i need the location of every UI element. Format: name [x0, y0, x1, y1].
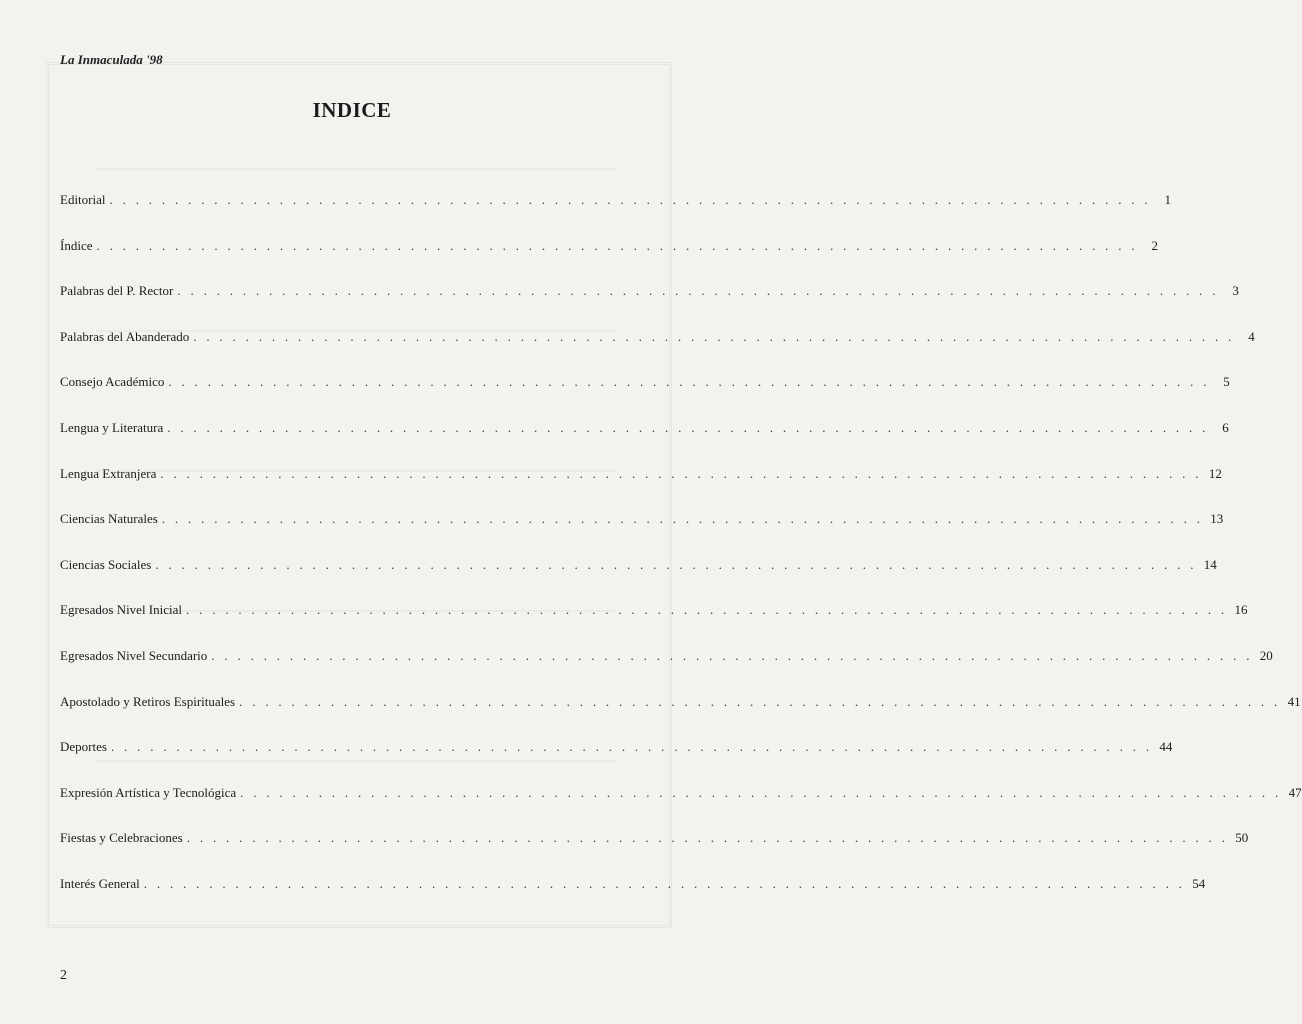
toc-dot-leader: . . . . . . . . . . . . . . . . . . . . . . . . . . . . . . . . . . . . . . . . . . . . . . . . . . . . . . . . . . . . . . . . . . . . . . . . . . . . . . . .: [96, 237, 1138, 253]
toc-entry-page: 50: [1235, 830, 1249, 846]
page-title: INDICE: [312, 98, 392, 122]
toc-entry-label: Consejo Académico: [60, 374, 165, 390]
toc-dot-leader: . . . . . . . . . . . . . . . . . . . . . . . . . . . . . . . . . . . . . . . . . . . . . . . . . . . . . . . . . . . . . . . . . . . . . . . . . . . . . . . .: [143, 876, 1186, 891]
toc-entry: [60, 328, 1255, 345]
toc-entry-label: Índice: [60, 237, 93, 253]
toc-entry-page: 4: [1248, 328, 1255, 344]
toc-entry-page: 6: [1222, 420, 1229, 435]
toc-dot-leader: . . . . . . . . . . . . . . . . . . . . . . . . . . . . . . . . . . . . . . . . . . . . . . . . . . . . . . . . . . . . . . . . . . . . . . . . . . . . . . . .: [160, 465, 1202, 481]
toc-entry-page: 1: [1164, 192, 1171, 207]
toc-dot-leader: . . . . . . . . . . . . . . . . . . . . . . . . . . . . . . . . . . . . . . . . . . . . . . . . . . . . . . . . . . . . . . . . . . . . . . . . . . . . . . . .: [193, 328, 1235, 344]
toc-entry-label: Palabras del P. Rector: [60, 283, 174, 299]
toc-entry-label: Ciencias Sociales: [60, 556, 152, 572]
toc-entry-label: Egresados Nivel Secundario: [60, 648, 208, 663]
toc-dot-leader: . . . . . . . . . . . . . . . . . . . . . . . . . . . . . . . . . . . . . . . . . . . . . . . . . . . . . . . . . . . . . . . . . . . . . . . . . . . . . . . .: [186, 602, 1228, 618]
toc-entry-page: 3: [1232, 283, 1239, 299]
toc-entry-page: 13: [1210, 511, 1224, 527]
toc-entry: [60, 420, 1229, 436]
toc-entry-label: Fiestas y Celebraciones: [60, 830, 183, 846]
toc-dot-leader: . . . . . . . . . . . . . . . . . . . . . . . . . . . . . . . . . . . . . . . . . . . . . . . . . . . . . . . . . . . . . . . . . . . . . . . . . . . . . . . .: [167, 420, 1209, 435]
toc-entry-label: Lengua Extranjera: [60, 465, 157, 481]
toc-entry: [60, 511, 1224, 527]
toc-dot-leader: . . . . . . . . . . . . . . . . . . . . . . . . . . . . . . . . . . . . . . . . . . . . . . . . . . . . . . . . . . . . . . . . . . . . . . . . . . . . . . . .: [110, 739, 1153, 755]
toc-entry: [60, 739, 1173, 755]
running-head: La Inmaculada '98: [60, 52, 163, 67]
toc-dot-leader: . . . . . . . . . . . . . . . . . . . . . . . . . . . . . . . . . . . . . . . . . . . . . . . . . . . . . . . . . . . . . . . . . . . . . . . . . . . . . . . .: [177, 283, 1219, 299]
toc-entry: [60, 556, 1217, 573]
toc-entry-page: 47: [1288, 784, 1302, 800]
show-through-line: [96, 168, 616, 170]
toc-entry: [60, 192, 1171, 208]
toc-entry: [60, 602, 1248, 618]
toc-entry: [60, 465, 1222, 482]
toc-entry-page: 14: [1203, 556, 1217, 572]
toc-entry: [60, 876, 1206, 892]
toc-dot-leader: . . . . . . . . . . . . . . . . . . . . . . . . . . . . . . . . . . . . . . . . . . . . . . . . . . . . . . . . . . . . . . . . . . . . . . . . . . . . . . . .: [161, 511, 1204, 527]
toc-entry: [60, 830, 1249, 846]
toc-entry-page: 20: [1259, 648, 1273, 663]
toc-dot-leader: . . . . . . . . . . . . . . . . . . . . . . . . . . . . . . . . . . . . . . . . . . . . . . . . . . . . . . . . . . . . . . . . . . . . . . . . . . . . . . . .: [109, 192, 1151, 207]
toc-dot-leader: . . . . . . . . . . . . . . . . . . . . . . . . . . . . . . . . . . . . . . . . . . . . . . . . . . . . . . . . . . . . . . . . . . . . . . . . . . . . . . . .: [186, 830, 1229, 846]
toc-entry-page: 16: [1234, 602, 1248, 618]
toc-entry-label: Ciencias Naturales: [60, 511, 158, 527]
toc-entry: [60, 283, 1239, 299]
page-number: 2: [60, 968, 67, 983]
toc-dot-leader: . . . . . . . . . . . . . . . . . . . . . . . . . . . . . . . . . . . . . . . . . . . . . . . . . . . . . . . . . . . . . . . . . . . . . . . . . . . . . . . .: [168, 374, 1210, 390]
toc-entry-page: 44: [1159, 739, 1173, 755]
toc-dot-leader: . . . . . . . . . . . . . . . . . . . . . . . . . . . . . . . . . . . . . . . . . . . . . . . . . . . . . . . . . . . . . . . . . . . . . . . . . . . . . . . .: [239, 693, 1281, 709]
show-through-line: [96, 760, 616, 762]
toc-entry-label: Palabras del Abanderado: [60, 328, 190, 344]
toc-entry-label: Apostolado y Retiros Espirituales: [60, 693, 236, 709]
toc-entry: [60, 693, 1301, 710]
toc-entry: [60, 237, 1158, 254]
toc-entry: [60, 648, 1273, 664]
toc-entry-page: 12: [1208, 465, 1222, 481]
toc-entry-label: Egresados Nivel Inicial: [60, 602, 183, 618]
toc-entry-page: 5: [1223, 374, 1230, 390]
toc-entry-page: 41: [1287, 693, 1301, 709]
toc-entry-page: 54: [1192, 876, 1206, 891]
toc-entry-page: 2: [1151, 237, 1158, 253]
toc-dot-leader: . . . . . . . . . . . . . . . . . . . . . . . . . . . . . . . . . . . . . . . . . . . . . . . . . . . . . . . . . . . . . . . . . . . . . . . . . . . . . . . .: [240, 784, 1282, 800]
toc-entry-label: Lengua y Literatura: [60, 420, 164, 435]
toc-entry-label: Expresión Artística y Tecnológica: [60, 784, 237, 800]
toc-dot-leader: . . . . . . . . . . . . . . . . . . . . . . . . . . . . . . . . . . . . . . . . . . . . . . . . . . . . . . . . . . . . . . . . . . . . . . . . . . . . . . . .: [155, 556, 1197, 572]
toc-entry: [60, 784, 1302, 801]
toc-entry-label: Interés General: [60, 876, 140, 891]
toc-entry-label: Deportes: [60, 739, 107, 755]
toc-entry: [60, 374, 1230, 390]
toc-entry-label: Editorial: [60, 192, 106, 207]
toc-dot-leader: . . . . . . . . . . . . . . . . . . . . . . . . . . . . . . . . . . . . . . . . . . . . . . . . . . . . . . . . . . . . . . . . . . . . . . . . . . . . . . . .: [211, 648, 1253, 663]
